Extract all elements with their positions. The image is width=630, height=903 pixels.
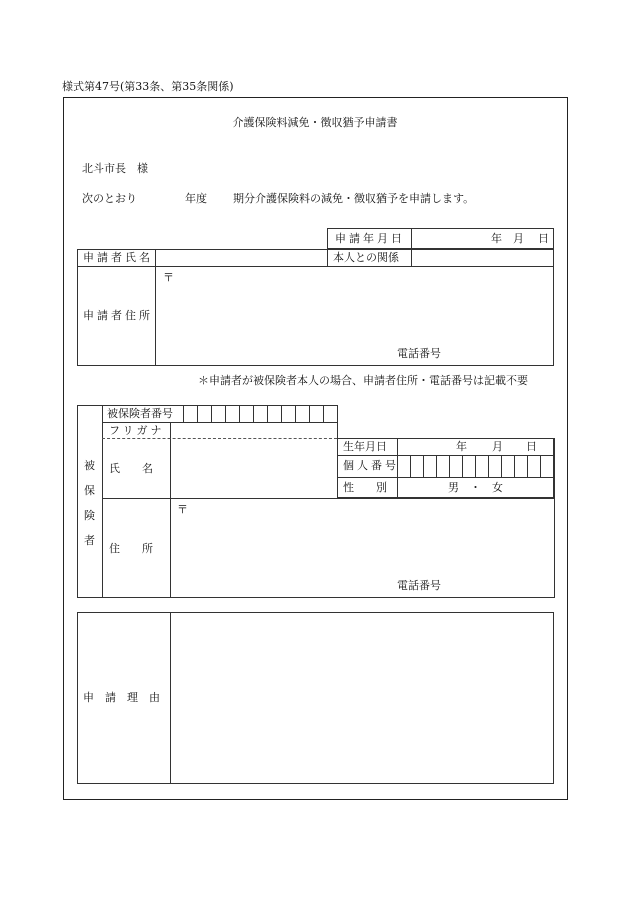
insured-name-field[interactable] [172,440,336,496]
applicant-phone-label: 電話番号 [397,347,441,360]
date-year-unit: 年 [491,232,502,245]
intro-prefix: 次のとおり [82,192,137,205]
applicant-address-label: 申請者住所 [83,309,153,322]
form-number-label: 様式第47号(第33条、第35条関係) [62,80,234,93]
reason-field[interactable] [172,614,553,782]
insured-number-label: 被保険者番号 [107,407,173,420]
intro-suffix: 期分介護保険料の減免・徴収猶予を申請します。 [233,192,475,205]
insured-address-field[interactable] [172,500,553,596]
insured-side-label-4: 者 [84,534,95,547]
personal-number-label: 個人番号 [343,459,399,472]
insured-postal-mark: 〒 [177,503,188,516]
gender-label: 性 別 [343,481,387,494]
insured-side-label-3: 険 [84,509,95,522]
reason-label: 申 請 理 由 [83,691,160,704]
insured-phone-label: 電話番号 [397,579,441,592]
date-month-unit: 月 [513,232,524,245]
date-day-unit: 日 [538,232,549,245]
applicant-name-field[interactable] [157,250,326,265]
intro-year-label: 年度 [185,192,207,205]
personal-number-field[interactable] [398,456,553,476]
addressee: 北斗市長 様 [82,162,148,175]
applicant-name-label: 申請者氏名 [83,251,153,264]
applicant-postal-mark: 〒 [163,271,174,284]
applicant-note: ＊申請者が被保険者本人の場合、申請者住所・電話番号は記載不要 [198,374,528,387]
insured-address-label: 住 所 [109,542,153,555]
application-date-label: 申請年月日 [335,232,405,245]
insured-number-field[interactable] [184,406,336,421]
gender-options[interactable]: 男 ・ 女 [448,481,503,494]
furigana-label: フリガナ [109,424,165,437]
applicant-address-field[interactable] [157,268,553,364]
insured-side-label-2: 保 [84,484,95,497]
birth-year-unit: 年 [456,440,467,453]
relation-field[interactable] [413,250,553,265]
birth-month-unit: 月 [492,440,503,453]
form-title: 介護保険料減免・徴収猶予申請書 [232,116,398,129]
birth-date-label: 生年月日 [343,440,387,453]
insured-side-label-1: 被 [84,459,95,472]
relation-label: 本人との関係 [333,251,399,264]
birth-day-unit: 日 [526,440,537,453]
insured-name-label: 氏 名 [109,462,153,475]
furigana-field[interactable] [172,424,336,437]
